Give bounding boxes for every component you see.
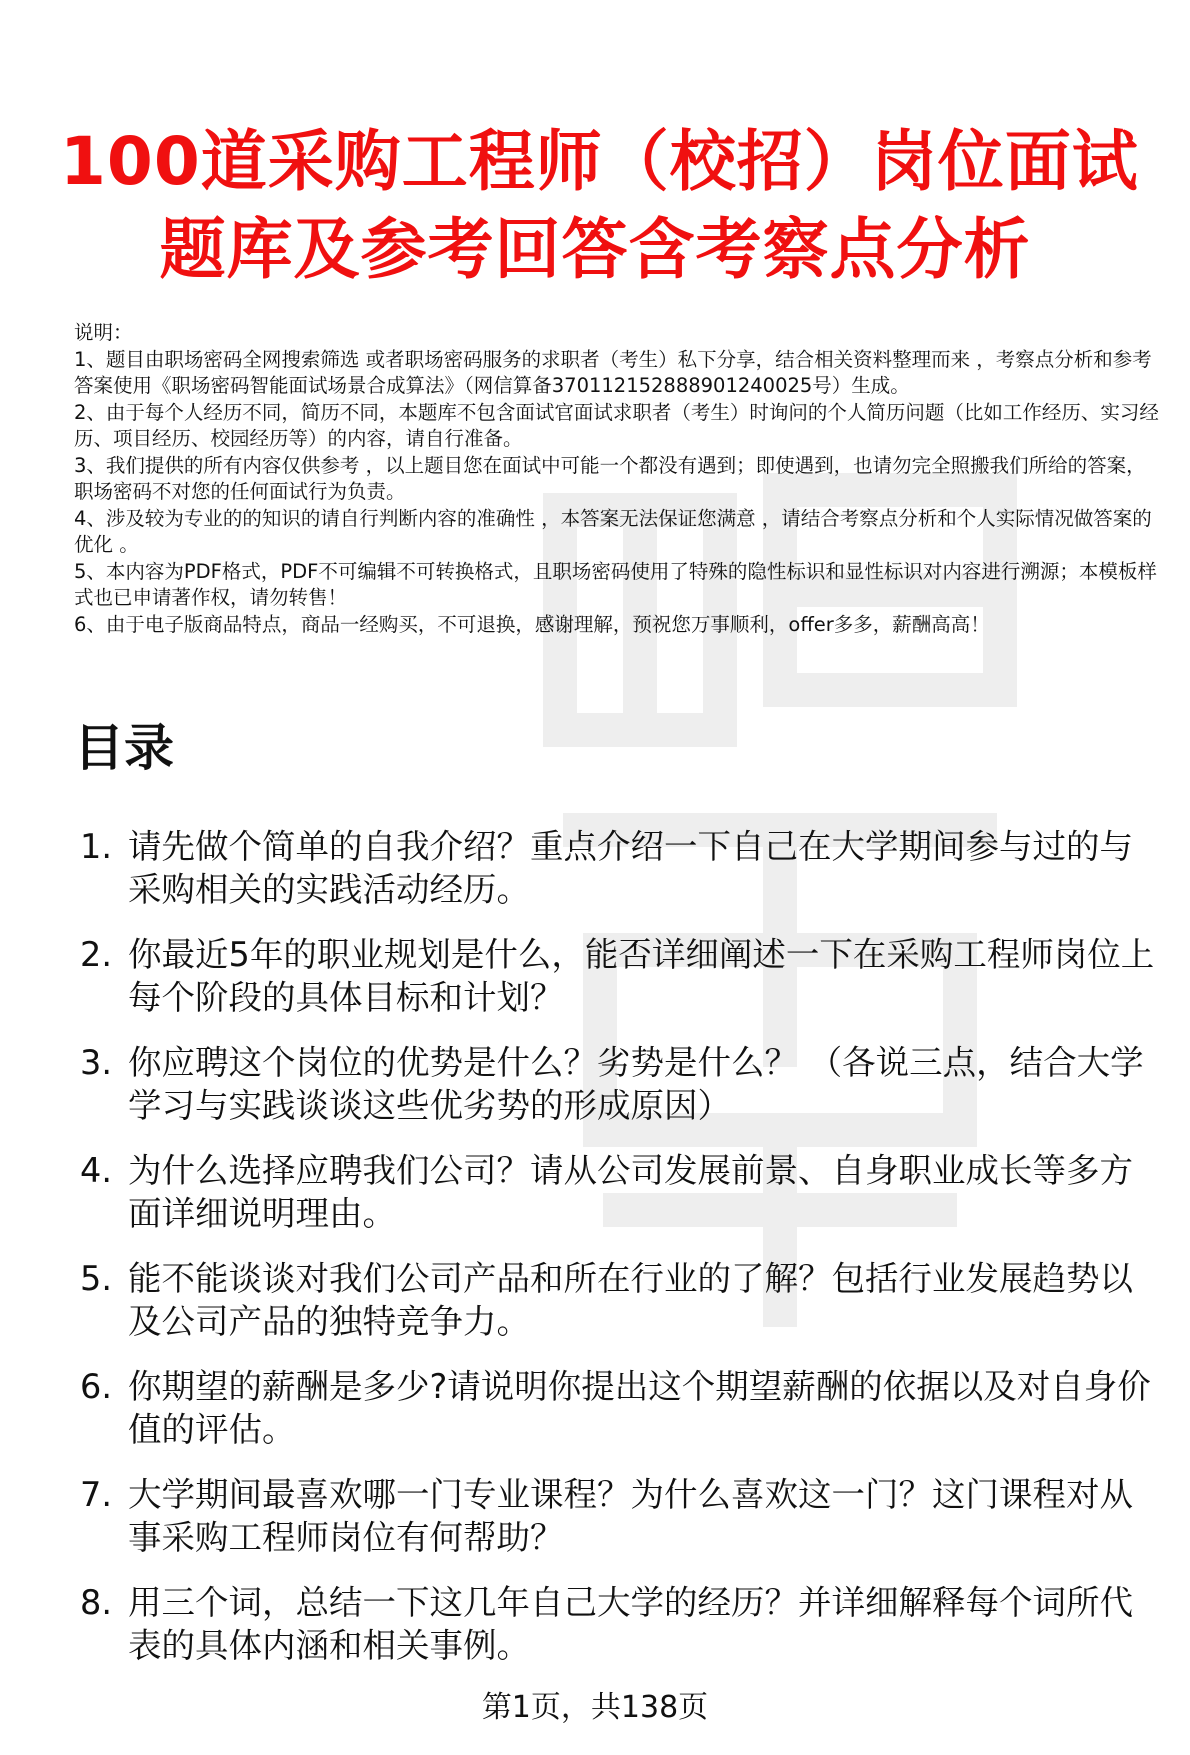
toc-item-number: 1. (80, 827, 112, 866)
notes-item: 6、由于电子版商品特点，商品一经购买，不可退换，感谢理解，预祝您万事顺利，offer多多，薪酬高高！ (74, 612, 990, 636)
toc-item-number: 4. (80, 1151, 112, 1190)
toc-item-text: 你期望的薪酬是多少?请说明你提出这个期望薪酬的依据以及对自身价值的评估。 (128, 1367, 1151, 1449)
toc-item-number: 7. (80, 1475, 112, 1514)
toc-heading: 目录 (74, 719, 174, 777)
document-title (60, 118, 1139, 294)
toc-item-text: 能不能谈谈对我们公司产品和所在行业的了解？包括行业发展趋势以及公司产品的独特竞争力。 (128, 1259, 1133, 1341)
toc-item-number: 8. (80, 1583, 112, 1622)
page-footer: 第1页，共138页 (481, 1690, 709, 1725)
toc-item[interactable] (74, 1473, 1164, 1559)
toc-item-text: 你应聘这个岗位的优势是什么？劣势是什么？ （各说三点，结合大学学习与实践谈谈这些优劣势的形成原因） (128, 1043, 1144, 1125)
toc-item-number: 3. (80, 1043, 112, 1082)
title-line-2: 题库及参考回答含考察点分析 (159, 211, 1031, 288)
notes-item: 4、涉及较为专业的的知识的请自行判断内容的准确性 ，本答案无法保证您满意 ，请结合考察点分析和个人实际情况做答案的优化 。 (74, 506, 1152, 556)
toc-item[interactable] (74, 1149, 1164, 1235)
toc-item-text: 用三个词，总结一下这几年自己大学的经历？并详细解释每个词所代表的具体内涵和相关事例。 (128, 1583, 1133, 1665)
toc-item-text: 你最近5年的职业规划是什么，能否详细阐述一下在采购工程师岗位上每个阶段的具体目标和计划？ (128, 935, 1155, 1017)
notes-item: 1、题目由职场密码全网搜索筛选 或者职场密码服务的求职者（考生）私下分享，结合相关资料整理而来 ，考察点分析和参考答案使用《职场密码智能面试场景合成算法》（网信算备370112152888901240025号）生成。 (74, 347, 1152, 397)
toc-item[interactable] (74, 1041, 1164, 1127)
toc-item-text: 大学期间最喜欢哪一门专业课程？为什么喜欢这一门？这门课程对从事采购工程师岗位有何帮助？ (128, 1475, 1133, 1557)
toc-item-number: 2. (80, 935, 112, 974)
toc-item[interactable] (74, 1365, 1164, 1451)
toc-item-text: 请先做个简单的自我介绍？重点介绍一下自己在大学期间参与过的与采购相关的实践活动经历。 (128, 827, 1133, 909)
toc-item[interactable] (74, 1257, 1164, 1343)
toc-item-text: 为什么选择应聘我们公司？请从公司发展前景、自身职业成长等多方面详细说明理由。 (128, 1151, 1133, 1233)
toc-item-number: 6. (80, 1367, 112, 1406)
notes-section (74, 320, 1164, 638)
notes-item: 2、由于每个人经历不同，简历不同，本题库不包含面试官面试求职者（考生）时询问的个人简历问题（比如工作经历、实习经历、项目经历、校园经历等）的内容，请自行准备。 (74, 400, 1159, 450)
notes-heading: 说明： (74, 321, 133, 344)
toc-list (74, 825, 1164, 1689)
notes-item: 5、本内容为PDF格式，PDF不可编辑不可转换格式，且职场密码使用了特殊的隐性标识和显性标识对内容进行溯源；本模板样式也已申请著作权，请勿转售！ (74, 559, 1157, 609)
toc-item[interactable] (74, 1581, 1164, 1667)
toc-item[interactable] (74, 933, 1164, 1019)
toc-item[interactable] (74, 825, 1164, 911)
title-line-1: 100道采购工程师（校招）岗位面试 (60, 123, 1139, 200)
toc-item-number: 5. (80, 1259, 112, 1298)
notes-item: 3、我们提供的所有内容仅供参考 ，以上题目您在面试中可能一个都没有遇到；即使遇到，也请勿完全照搬我们所给的答案，职场密码不对您的任何面试行为负责。 (74, 453, 1146, 503)
